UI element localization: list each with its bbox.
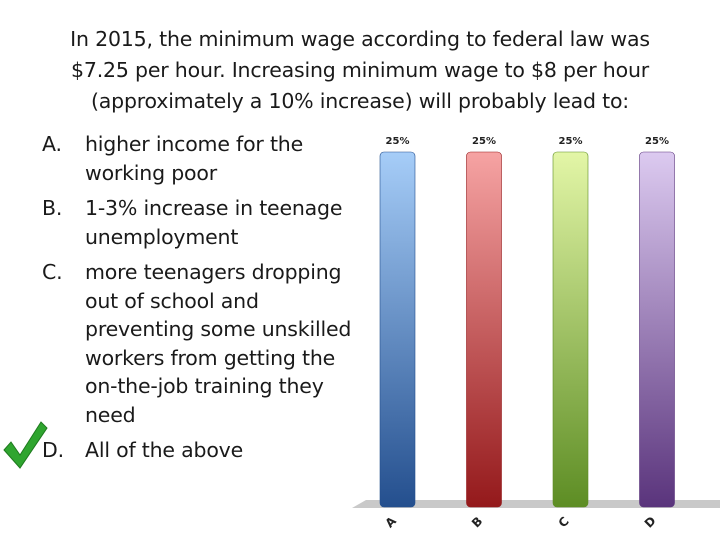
answer-letter: B. bbox=[42, 196, 63, 220]
x-tick-label: D bbox=[641, 513, 659, 531]
x-tick-label: A bbox=[382, 513, 399, 531]
x-tick-label: C bbox=[555, 514, 572, 531]
answer-text: All of the above bbox=[85, 438, 244, 462]
bar-c bbox=[553, 152, 588, 507]
answer-letter: D. bbox=[42, 438, 64, 462]
answer-list bbox=[42, 130, 352, 472]
answer-c bbox=[42, 258, 352, 429]
answer-letter: A. bbox=[42, 132, 62, 156]
answer-text: more teenagers dropping out of school and preventing some unskilled workers from getting the on-the-job training they need bbox=[85, 260, 352, 427]
bar-value-label: 25% bbox=[385, 136, 410, 147]
answer-b bbox=[42, 194, 352, 251]
bar-value-label: 25% bbox=[645, 136, 669, 147]
bar-value-label: 25% bbox=[472, 136, 496, 147]
answer-letter: C. bbox=[42, 260, 63, 284]
bar-a bbox=[380, 152, 415, 507]
question-text: In 2015, the minimum wage according to federal law was $7.25 per hour. Increasing minimum wage to $8 per hour (approximately a 10% increase) will probably lead to: bbox=[70, 27, 650, 113]
bar-value-label: 25% bbox=[558, 136, 583, 147]
answer-text: higher income for the working poor bbox=[85, 132, 303, 185]
answer-d bbox=[42, 436, 352, 465]
answer-text: 1-3% increase in teenage unemployment bbox=[85, 196, 343, 249]
bar-d bbox=[640, 152, 675, 507]
x-tick-label: B bbox=[468, 513, 486, 531]
checkmark-icon bbox=[2, 420, 48, 470]
answer-a bbox=[42, 130, 352, 187]
bar-b bbox=[467, 152, 502, 507]
results-chart bbox=[352, 128, 720, 540]
